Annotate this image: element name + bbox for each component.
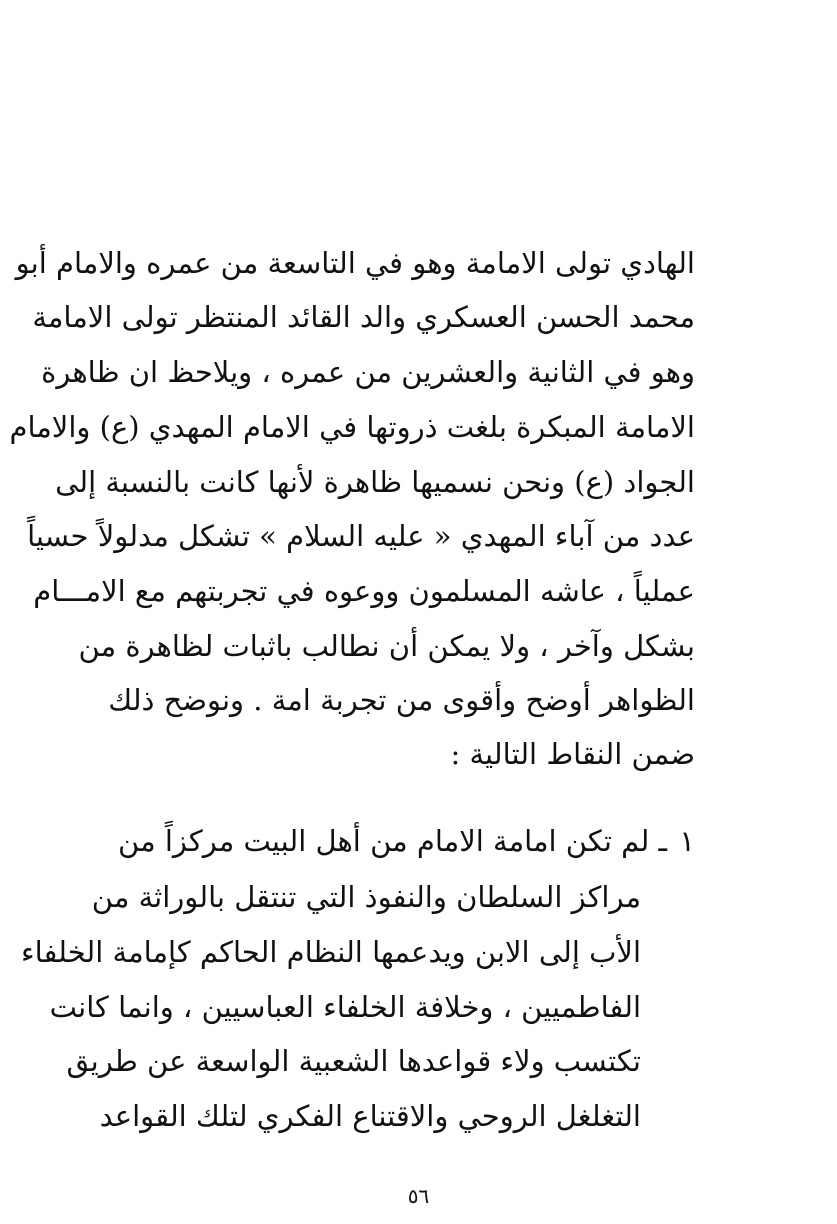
item-line-3: الأب إلى الابن ويدعمها النظام الحاكم كإمامة الخلفاء bbox=[20, 935, 641, 969]
paragraph-line-5: الجواد (ع) ونحن نسميها ظاهرة لأنها كانت بالنسبة إلى bbox=[55, 465, 695, 499]
paragraph-line-8: بشكل وآخر ، ولا يمكن أن نطالب باثبات لظاهرة من bbox=[78, 629, 695, 663]
paragraph-line-9: الظواهر أوضح وأقوى من تجربة امة . ونوضح ذلك bbox=[108, 683, 695, 717]
paragraph-line-3: وهو في الثانية والعشرين من عمره ، ويلاحظ ان ظاهرة bbox=[41, 355, 695, 389]
page-number: ٥٦ bbox=[407, 1184, 430, 1208]
item-number: ١ bbox=[679, 824, 695, 858]
item-line-5: تكتسب ولاء قواعدها الشعبية الواسعة عن طريق bbox=[66, 1044, 641, 1078]
item-line-4: الفاطميين ، وخلافة الخلفاء العباسيين ، وانما كانت bbox=[49, 990, 641, 1024]
item-line-1: ـ لم تكن امامة الامام من أهل البيت مركزاً من bbox=[118, 824, 667, 858]
paragraph-line-4: الامامة المبكرة بلغت ذروتها في الامام المهدي (ع) والامام bbox=[9, 410, 695, 444]
paragraph-line-6: عدد من آباء المهدي « عليه السلام » تشكل مدلولاً حسياً bbox=[27, 519, 695, 553]
item-line-2: مراكز السلطان والنفوذ التي تنتقل بالوراثة من bbox=[91, 880, 641, 914]
paragraph-line-2: محمد الحسن العسكري والد القائد المنتظر تولى الامامة bbox=[32, 300, 695, 334]
paragraph-line-1: الهادي تولى الامامة وهو في التاسعة من عمره والامام أبو bbox=[15, 246, 695, 280]
paragraph-line-10: ضمن النقاط التالية : bbox=[450, 737, 695, 771]
item-line-6: التغلغل الروحي والاقتناع الفكري لتلك القواعد bbox=[99, 1099, 641, 1133]
paragraph-line-7: عملياً ، عاشه المسلمون ووعوه في تجربتهم مع الامـــام bbox=[33, 574, 695, 608]
